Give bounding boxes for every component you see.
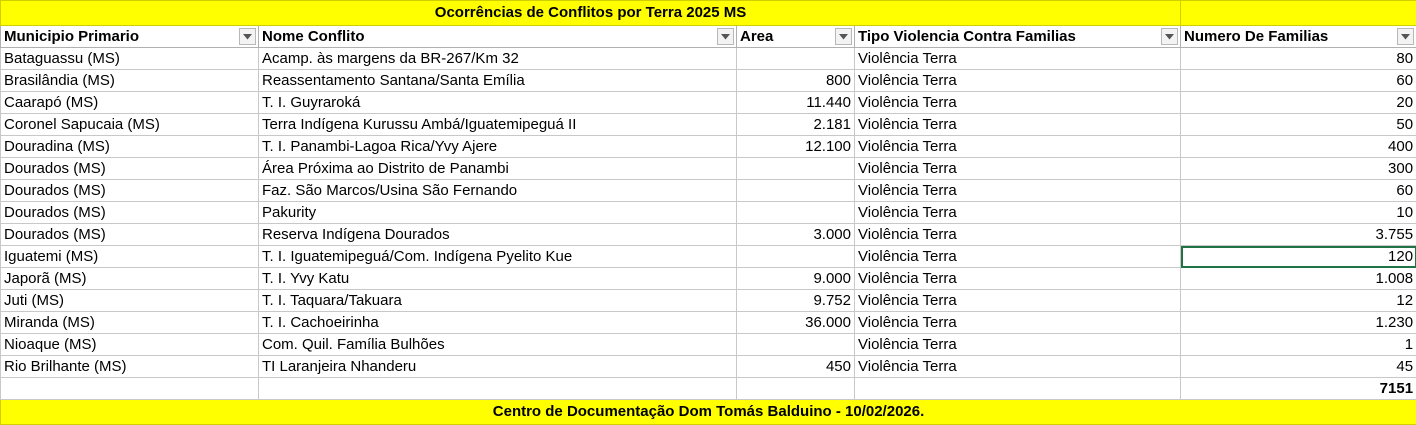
table-row	[1, 356, 1416, 378]
header-familias[interactable]	[1181, 26, 1416, 48]
cell-tipo-violencia[interactable]: Violência Terra	[855, 312, 1181, 334]
cell-numero-familias[interactable]: 10	[1181, 202, 1416, 224]
cell-municipio[interactable]: Coronel Sapucaia (MS)	[1, 114, 259, 136]
total-empty-cell[interactable]	[855, 378, 1181, 400]
cell-nome-conflito[interactable]: Faz. São Marcos/Usina São Fernando	[259, 180, 737, 202]
filter-dropdown-icon[interactable]	[1161, 28, 1178, 45]
table-row	[1, 136, 1416, 158]
cell-nome-conflito[interactable]: TI Laranjeira Nhanderu	[259, 356, 737, 378]
cell-numero-familias[interactable]: 50	[1181, 114, 1416, 136]
cell-nome-conflito[interactable]: Acamp. às margens da BR-267/Km 32	[259, 48, 737, 70]
cell-numero-familias[interactable]: 60	[1181, 70, 1416, 92]
header-nome[interactable]	[259, 26, 737, 48]
cell-municipio[interactable]: Iguatemi (MS)	[1, 246, 259, 268]
cell-nome-conflito[interactable]: Reserva Indígena Dourados	[259, 224, 737, 246]
header-row	[1, 26, 1416, 48]
cell-numero-familias[interactable]: 20	[1181, 92, 1416, 114]
cell-area[interactable]: 450	[737, 356, 855, 378]
cell-area[interactable]	[737, 202, 855, 224]
total-empty-cell[interactable]	[1, 378, 259, 400]
cell-municipio[interactable]: Douradina (MS)	[1, 136, 259, 158]
cell-numero-familias[interactable]: 1.230	[1181, 312, 1416, 334]
table-row	[1, 334, 1416, 356]
cell-municipio[interactable]: Caarapó (MS)	[1, 92, 259, 114]
cell-area[interactable]: 3.000	[737, 224, 855, 246]
table-row	[1, 246, 1416, 268]
filter-dropdown-icon[interactable]	[1397, 28, 1414, 45]
filter-dropdown-icon[interactable]	[239, 28, 256, 45]
cell-nome-conflito[interactable]: T. I. Guyraroká	[259, 92, 737, 114]
header-municipio-label: Municipio Primario	[4, 26, 139, 47]
table-row	[1, 92, 1416, 114]
cell-municipio[interactable]: Japorã (MS)	[1, 268, 259, 290]
header-tipo[interactable]	[855, 26, 1181, 48]
table-row	[1, 114, 1416, 136]
cell-tipo-violencia[interactable]: Violência Terra	[855, 224, 1181, 246]
cell-municipio[interactable]: Juti (MS)	[1, 290, 259, 312]
cell-tipo-violencia[interactable]: Violência Terra	[855, 356, 1181, 378]
cell-area[interactable]: 9.000	[737, 268, 855, 290]
cell-nome-conflito[interactable]: T. I. Taquara/Takuara	[259, 290, 737, 312]
cell-tipo-violencia[interactable]: Violência Terra	[855, 180, 1181, 202]
cell-nome-conflito[interactable]: T. I. Panambi-Lagoa Rica/Yvy Ajere	[259, 136, 737, 158]
cell-tipo-violencia[interactable]: Violência Terra	[855, 334, 1181, 356]
cell-municipio[interactable]: Rio Brilhante (MS)	[1, 356, 259, 378]
total-empty-cell[interactable]	[259, 378, 737, 400]
total-empty-cell[interactable]	[737, 378, 855, 400]
title-row	[1, 1, 1416, 26]
table-row	[1, 158, 1416, 180]
cell-numero-familias[interactable]: 60	[1181, 180, 1416, 202]
cell-nome-conflito[interactable]: Terra Indígena Kurussu Ambá/Iguatemipeguá II	[259, 114, 737, 136]
table-title[interactable]: Ocorrências de Conflitos por Terra 2025 MS	[1, 1, 1181, 26]
table-row	[1, 268, 1416, 290]
cell-area[interactable]: 2.181	[737, 114, 855, 136]
cell-area[interactable]: 9.752	[737, 290, 855, 312]
filter-dropdown-icon[interactable]	[835, 28, 852, 45]
cell-area[interactable]: 800	[737, 70, 855, 92]
cell-tipo-violencia[interactable]: Violência Terra	[855, 246, 1181, 268]
total-row	[1, 378, 1416, 400]
cell-area[interactable]: 36.000	[737, 312, 855, 334]
cell-nome-conflito[interactable]: T. I. Iguatemipeguá/Com. Indígena Pyelito Kue	[259, 246, 737, 268]
cell-municipio[interactable]: Dourados (MS)	[1, 158, 259, 180]
cell-tipo-violencia[interactable]: Violência Terra	[855, 70, 1181, 92]
cell-area[interactable]	[737, 246, 855, 268]
cell-nome-conflito[interactable]: Reassentamento Santana/Santa Emília	[259, 70, 737, 92]
cell-tipo-violencia[interactable]: Violência Terra	[855, 268, 1181, 290]
cell-numero-familias[interactable]: 120	[1181, 246, 1416, 268]
header-area[interactable]	[737, 26, 855, 48]
cell-municipio[interactable]: Miranda (MS)	[1, 312, 259, 334]
table-row	[1, 224, 1416, 246]
table-row	[1, 70, 1416, 92]
cell-numero-familias[interactable]: 400	[1181, 136, 1416, 158]
table-row	[1, 202, 1416, 224]
cell-numero-familias[interactable]: 1.008	[1181, 268, 1416, 290]
header-area-label: Area	[740, 26, 773, 47]
cell-numero-familias[interactable]: 300	[1181, 158, 1416, 180]
header-municipio[interactable]	[1, 26, 259, 48]
cell-municipio[interactable]: Bataguassu (MS)	[1, 48, 259, 70]
cell-numero-familias[interactable]: 12	[1181, 290, 1416, 312]
cell-area[interactable]: 12.100	[737, 136, 855, 158]
cell-nome-conflito[interactable]: T. I. Yvy Katu	[259, 268, 737, 290]
cell-area[interactable]: 11.440	[737, 92, 855, 114]
cell-municipio[interactable]: Dourados (MS)	[1, 180, 259, 202]
table-row	[1, 48, 1416, 70]
cell-tipo-violencia[interactable]: Violência Terra	[855, 92, 1181, 114]
header-nome-label: Nome Conflito	[262, 26, 365, 47]
header-familias-label: Numero De Familias	[1184, 26, 1328, 47]
footer-source[interactable]: Centro de Documentação Dom Tomás Balduino - 10/02/2026.	[1, 400, 1416, 425]
footer-row	[1, 400, 1416, 425]
cell-municipio[interactable]: Dourados (MS)	[1, 202, 259, 224]
cell-nome-conflito[interactable]: Pakurity	[259, 202, 737, 224]
cell-tipo-violencia[interactable]: Violência Terra	[855, 158, 1181, 180]
cell-municipio[interactable]: Brasilândia (MS)	[1, 70, 259, 92]
cell-area[interactable]	[737, 158, 855, 180]
cell-tipo-violencia[interactable]: Violência Terra	[855, 48, 1181, 70]
cell-area[interactable]	[737, 180, 855, 202]
cell-nome-conflito[interactable]: Área Próxima ao Distrito de Panambi	[259, 158, 737, 180]
table-row	[1, 312, 1416, 334]
cell-municipio[interactable]: Nioaque (MS)	[1, 334, 259, 356]
cell-numero-familias[interactable]: 1	[1181, 334, 1416, 356]
cell-numero-familias[interactable]: 80	[1181, 48, 1416, 70]
cell-municipio[interactable]: Dourados (MS)	[1, 224, 259, 246]
table-row	[1, 290, 1416, 312]
cell-area[interactable]	[737, 48, 855, 70]
cell-tipo-violencia[interactable]: Violência Terra	[855, 290, 1181, 312]
total-familias[interactable]: 7151	[1181, 378, 1416, 400]
cell-tipo-violencia[interactable]: Violência Terra	[855, 136, 1181, 158]
cell-nome-conflito[interactable]: T. I. Cachoeirinha	[259, 312, 737, 334]
table-row	[1, 180, 1416, 202]
cell-nome-conflito[interactable]: Com. Quil. Família Bulhões	[259, 334, 737, 356]
cell-area[interactable]	[737, 334, 855, 356]
cell-tipo-violencia[interactable]: Violência Terra	[855, 202, 1181, 224]
header-tipo-label: Tipo Violencia Contra Familias	[858, 26, 1076, 47]
filter-dropdown-icon[interactable]	[717, 28, 734, 45]
title-side-cell[interactable]	[1181, 1, 1416, 26]
cell-tipo-violencia[interactable]: Violência Terra	[855, 114, 1181, 136]
cell-numero-familias[interactable]: 45	[1181, 356, 1416, 378]
cell-numero-familias[interactable]: 3.755	[1181, 224, 1416, 246]
